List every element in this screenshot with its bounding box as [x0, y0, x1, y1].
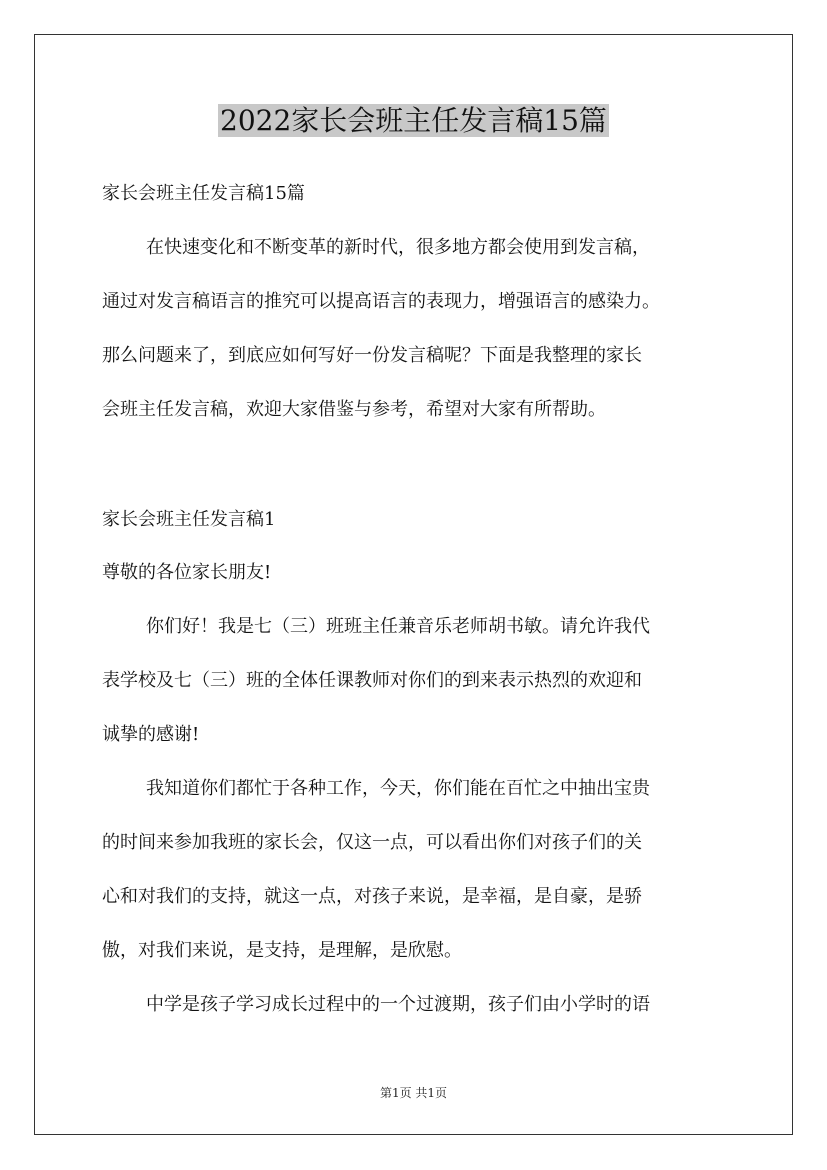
body-line-3: 诚挚的感谢!	[102, 724, 200, 745]
intro-line-3: 那么问题来了，到底应如何写好一份发言稿呢？下面是我整理的家长	[102, 345, 642, 366]
body-line-4: 我知道你们都忙于各种工作，今天，你们能在百忙之中抽出宝贵	[146, 778, 650, 799]
page-footer: 第1页 共1页	[379, 1086, 448, 1100]
body-line-6: 心和对我们的支持，就这一点，对孩子来说，是幸福，是自豪，是骄	[102, 886, 642, 907]
body-line-1: 你们好！我是七（三）班班主任兼音乐老师胡书敏。请允许我代	[146, 616, 650, 637]
body-line-7: 傲，对我们来说，是支持，是理解，是欣慰。	[102, 940, 462, 961]
body-line-8: 中学是孩子学习成长过程中的一个过渡期，孩子们由小学时的语	[146, 994, 650, 1015]
intro-line-1: 在快速变化和不断变革的新时代，很多地方都会使用到发言稿，	[146, 237, 650, 258]
intro-line-4: 会班主任发言稿，欢迎大家借鉴与参考，希望对大家有所帮助。	[102, 399, 606, 420]
document-title: 2022家长会班主任发言稿15篇	[220, 104, 607, 137]
subtitle-line: 家长会班主任发言稿15篇	[102, 183, 305, 204]
body-line-5: 的时间来参加我班的家长会，仅这一点，可以看出你们对孩子们的关	[102, 832, 642, 853]
salutation-line: 尊敬的各位家长朋友!	[102, 562, 272, 583]
body-line-2: 表学校及七（三）班的全体任课教师对你们的到来表示热烈的欢迎和	[102, 670, 642, 691]
intro-line-2: 通过对发言稿语言的推究可以提高语言的表现力，增强语言的感染力。	[102, 291, 660, 312]
section-heading: 家长会班主任发言稿1	[102, 509, 276, 530]
